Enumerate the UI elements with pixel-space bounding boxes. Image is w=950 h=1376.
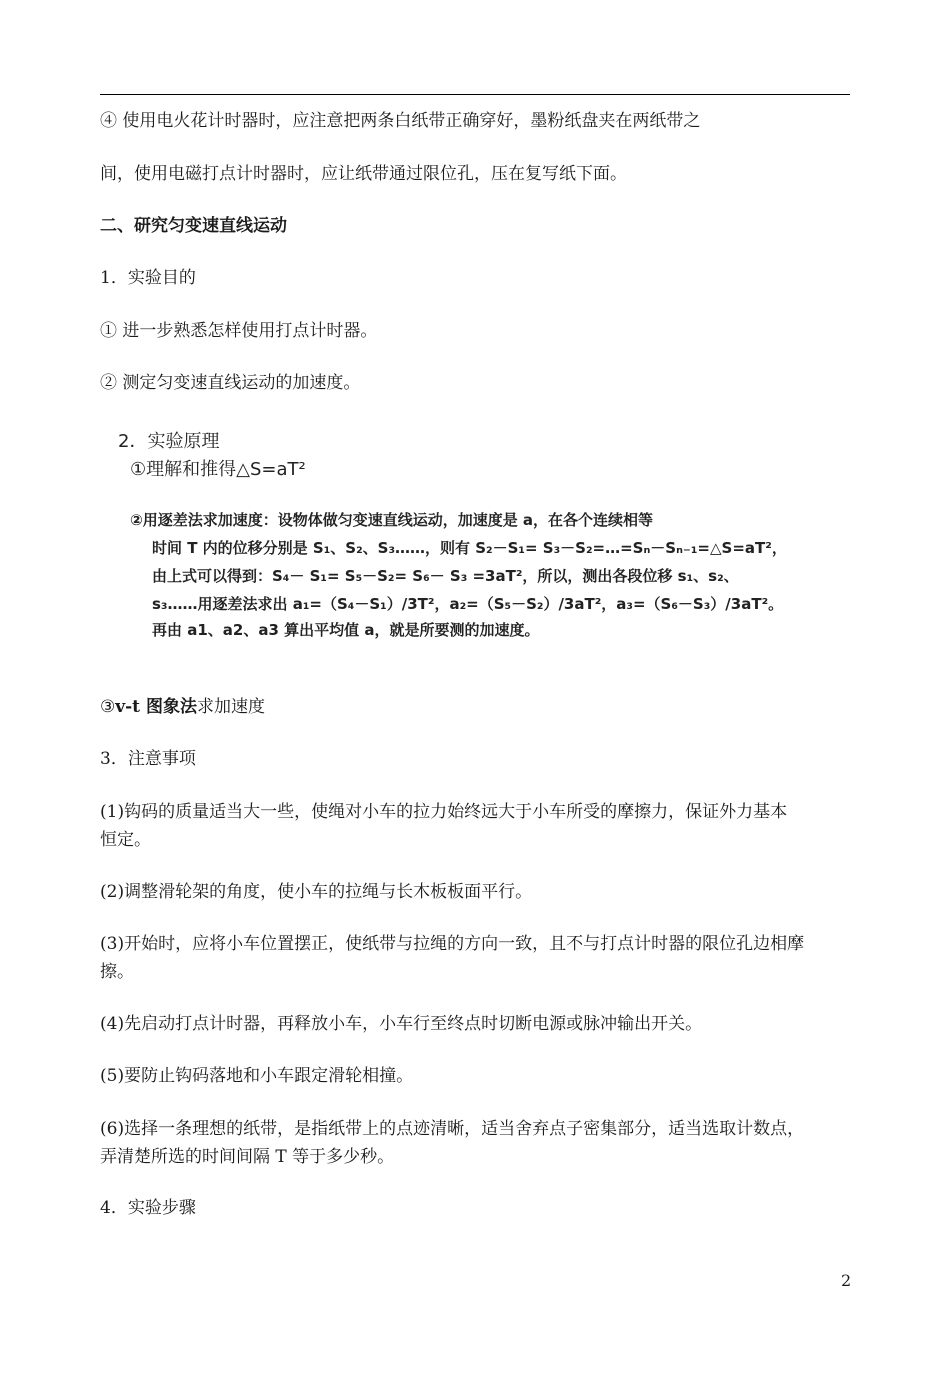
note-6-line2: 弄清楚所选的时间间隔 T 等于多少秒。 — [100, 1147, 395, 1167]
vt-method-bold: v-t 图象法 — [115, 697, 197, 717]
principle-item-2-line3: 由上式可以得到：S₄－ S₁= S₅－S₂= S₆－ S₃ =3aT²，所以，测出各段位移 s₁、s₂、 — [152, 567, 739, 585]
note-3-line1: (3)开始时，应将小车位置摆正，使纸带与拉绳的方向一致，且不与打点计时器的限位孔边相摩 — [100, 934, 805, 954]
note-1-line2: 恒定。 — [100, 830, 151, 850]
paragraph-spark-timer-line2: 间，使用电磁打点计时器时，应让纸带通过限位孔，压在复写纸下面。 — [100, 164, 627, 184]
principle-heading: 2．实验原理 — [118, 431, 220, 452]
principle-figure — [118, 425, 798, 645]
steps-heading: 4．实验步骤 — [100, 1198, 196, 1218]
vt-method-suffix: 求加速度 — [196, 697, 265, 717]
section-title: 二、研究匀变速直线运动 — [100, 216, 287, 236]
note-5: (5)要防止钩码落地和小车跟定滑轮相撞。 — [100, 1066, 414, 1086]
purpose-item-2: ② 测定匀变速直线运动的加速度。 — [100, 373, 361, 393]
principle-item-2-line5: 再由 a1、a2、a3 算出平均值 a，就是所要测的加速度。 — [152, 621, 540, 639]
vt-method-line — [100, 696, 860, 718]
vt-method-prefix: ③ — [100, 697, 116, 717]
principle-item-2-line4: s₃……用逐差法求出 a₁=（S₄－S₁）/3T²，a₂=（S₅－S₂）/3aT²，a₃=（S₆－S₃）/3aT²。 — [152, 595, 784, 613]
principle-item-1: ①理解和推得△S=aT² — [130, 459, 306, 480]
principle-item-2: ②用逐差法求加速度：设物体做匀变速直线运动，加速度是 a，在各个连续相等 — [130, 511, 654, 529]
note-4: (4)先启动打点计时器，再释放小车，小车行至终点时切断电源或脉冲输出开关。 — [100, 1014, 703, 1034]
notes-heading: 3．注意事项 — [100, 749, 196, 769]
principle-item-2-line2: 时间 T 内的位移分别是 S₁、S₂、S₃……，则有 S₂－S₁= S₃－S₂=…=Sₙ－Sₙ₋₁=△S=aT²， — [152, 539, 787, 557]
paragraph-spark-timer-line1: ④ 使用电火花计时器时，应注意把两条白纸带正确穿好，墨粉纸盘夹在两纸带之 — [100, 111, 701, 131]
page-number: 2 — [841, 1271, 852, 1290]
note-6-line1: (6)选择一条理想的纸带，是指纸带上的点迹清晰，适当舍弃点子密集部分，适当选取计数点， — [100, 1119, 805, 1139]
note-3-line2: 擦。 — [100, 962, 134, 982]
header-rule — [100, 94, 850, 95]
note-1-line1: (1)钩码的质量适当大一些，使绳对小车的拉力始终远大于小车所受的摩擦力，保证外力基本 — [100, 802, 788, 822]
purpose-item-1: ① 进一步熟悉怎样使用打点计时器。 — [100, 321, 378, 341]
purpose-heading: 1．实验目的 — [100, 268, 196, 288]
note-2: (2)调整滑轮架的角度，使小车的拉绳与长木板板面平行。 — [100, 882, 533, 902]
